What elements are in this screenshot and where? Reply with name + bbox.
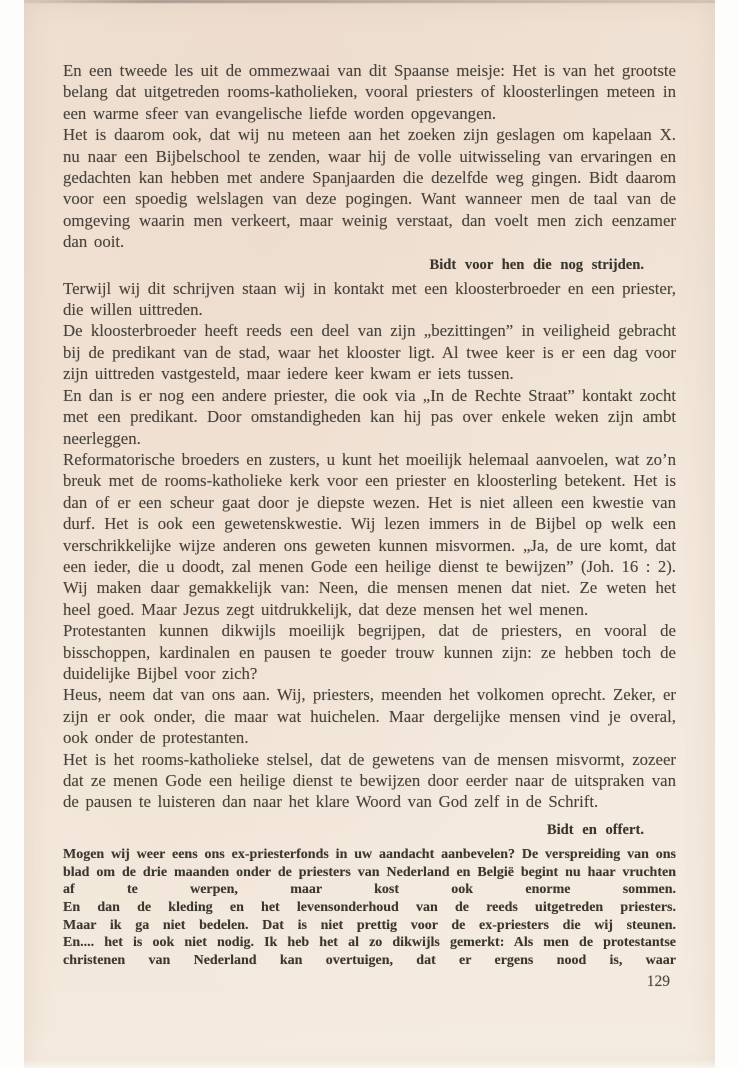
appeal-paragraph: Mogen wij weer eens ons ex-priesterfonds in uw aandacht aanbevelen? De verspreiding van ons blad om de drie maanden onder de priesters van Nederland en België begint nu haar vruchten af te werpen, maar kost ook enorme sommen. [63, 846, 676, 898]
paragraph: Reformatorische broeders en zusters, u kunt het moeilijk helemaal aanvoelen, wat zo’n breuk met de rooms-katholieke kerk voor een priester en kloosterling betekent. Het is dan of er een scheur gaat door je diepste wezen. Het is niet alleen een kwestie van durf. Het is ook een gewetenskwestie. Wij lezen immers in de Bijbel op welk een verschrikkelijke wijze anderen ons geweten kunnen misvormen. „Ja, de ure komt, dat een ieder, die u doodt, zal menen Gode een heilige dienst te bewijzen” (Joh. 16 : 2). Wij maken daar gemakkelijk van: Neen, die mensen menen dat niet. Ze weten het heel goed. Maar Jezus zegt uitdrukkelijk, dat deze mensen het wel menen. [63, 449, 676, 619]
paragraph: En dan is er nog een andere priester, die ook via „In de Rechte Straat” kontakt zocht met een predikant. Door omstandigheden kan hij pas over enkele weken zijn ambt neerleggen. [63, 385, 676, 448]
paragraph: En een tweede les uit de ommezwaai van dit Spaanse meisje: Het is van het grootste belang dat uitgetreden rooms-katholieken, vooral priesters of kloosterlingen meteen in een warme sfeer van evangelische liefde worden opgevangen. [63, 61, 676, 123]
page-number: 129 [646, 972, 670, 990]
appeal-paragraph: En dan de kleding en het levensonderhoud van de reeds uitgetreden priesters. [63, 899, 676, 915]
scanned-book-page [24, 0, 715, 1068]
paragraph: Heus, neem dat van ons aan. Wij, priesters, meenden het volkomen oprecht. Zeker, er zijn er ook onder, die maar wat huichelen. Maar dergelijke mensen vind je overal, ook onder de protestanten. [63, 685, 676, 748]
paragraph: Het is het rooms-katholieke stelsel, dat de gewetens van de mensen misvormt, zozeer dat ze menen Gode een heilige dienst te bewijzen door eerder naar de uitspraken van de pausen te luisteren dan naar het klare Woord van God zelf in de Schrift. [63, 749, 676, 812]
page-text-block [63, 60, 676, 992]
paragraph: De kloosterbroeder heeft reeds een deel van zijn „bezittingen” in veiligheid gebracht bij de predikant van de stad, waar het klooster ligt. Al twee keer is er een dag voor zijn uittreden vastgesteld, maar iedere keer kwam er iets tussen. [63, 321, 676, 384]
appeal-paragraph: Maar ik ga niet bedelen. Dat is niet prettig voor de ex-priesters die wij steunen. [63, 917, 676, 933]
paragraph: Terwijl wij dit schrijven staan wij in kontakt met een kloosterbroeder en een priester, die willen uittreden. [63, 278, 676, 320]
appeal-paragraph: En.... het is ook niet nodig. Ik heb het al zo dikwijls gemerkt: Als men de protestantse christenen van Nederland kan overtuigen, dat er ergens nood is, waar [63, 935, 676, 969]
section-heading-bidt-voor-hen: Bidt voor hen die nog strijden. [429, 256, 644, 273]
paragraph: Het is daarom ook, dat wij nu meteen aan het zoeken zijn geslagen om kapelaan X. nu naar een Bijbelschool te zenden, waar hij de volle uitwisseling van ervaringen en gedachten kan hebben met andere Spanjaarden die dezelfde weg gingen. Bidt daarom voor een spoedig welslagen van deze pogingen. Want wanneer men de taal van de omgeving waarin men verkeert, maar weinig verstaat, dan voelt men zich eenzamer dan ooit. [63, 125, 676, 252]
section-heading-bidt-en-offert: Bidt en offert. [546, 821, 644, 838]
paragraph: Protestanten kunnen dikwijls moeilijk begrijpen, dat de priesters, en vooral de bisschoppen, kardinalen en pausen te goeder trouw kunnen zijn: ze hebben toch de duidelijke Bijbel voor zich? [63, 621, 676, 683]
